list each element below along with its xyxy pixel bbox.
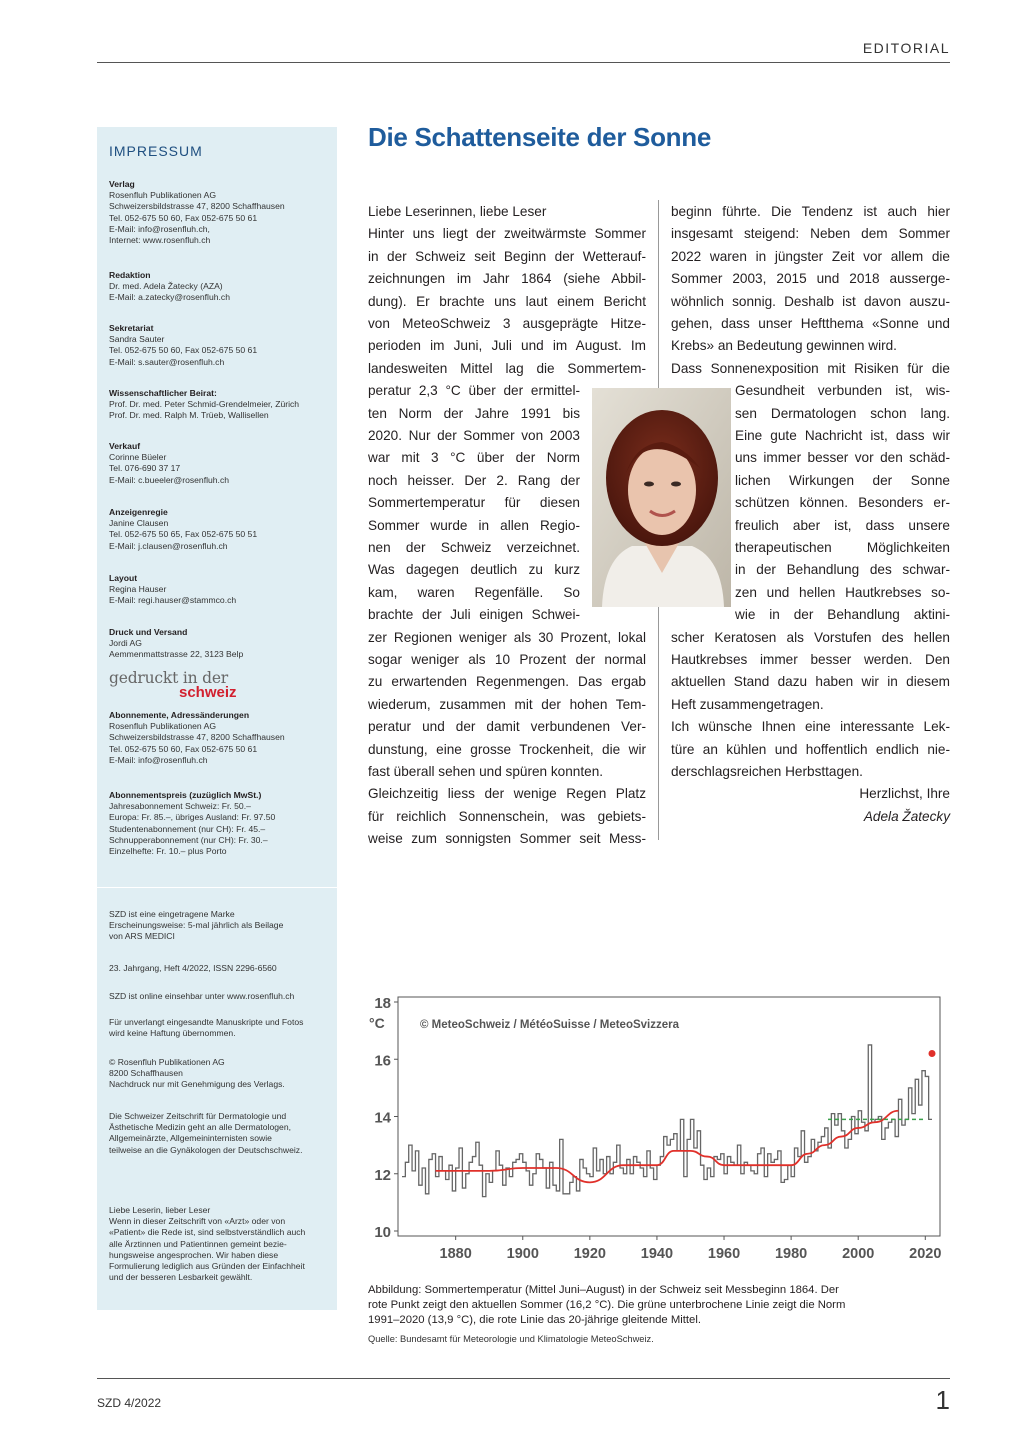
impressum-line: Prof. Dr. med. Ralph M. Trüeb, Wallisellen xyxy=(109,410,269,421)
impressum-block xyxy=(109,507,331,552)
article-title: Die Schattenseite der Sonne xyxy=(368,122,712,152)
article-line: dunstung, eine grosse Trockenheit, die wir xyxy=(368,741,646,757)
impressum-heading: Verlag xyxy=(109,179,135,189)
impressum-line: E-Mail: c.bueeler@rosenfluh.ch xyxy=(109,474,230,485)
impressum-line: Jordi AG xyxy=(109,638,142,649)
impressum-note-line: Ästhetische Medizin geht an alle Dermatologen, xyxy=(109,1122,292,1133)
impressum-block xyxy=(109,388,331,422)
x-tick-label: 1880 xyxy=(439,1246,472,1262)
impressum-line: Schweizersbildstrasse 47, 8200 Schaffhausen xyxy=(109,201,285,212)
y-tick-label: 16 xyxy=(374,1052,391,1070)
article-line: landesweiten Mittel lag die Sommertem- xyxy=(368,360,646,376)
caption-line: rote Punkt zeigt den aktuellen Sommer (16,2 °C). Die grüne unterbrochene Linie zeigt die Norm xyxy=(368,1299,846,1311)
impressum-note-line: © Rosenfluh Publikationen AG xyxy=(109,1057,225,1067)
article-line: Krebs» an Bedeutung gewinnen wird. xyxy=(671,338,897,354)
impressum-note-line: SZD ist eine eingetragene Marke xyxy=(109,909,235,919)
impressum-line: Einzelhefte: Fr. 10.– plus Porto xyxy=(109,846,227,857)
x-tick-label: 1980 xyxy=(774,1246,808,1262)
article-line: von MeteoSchweiz 3 ausgeprägte Hitze- xyxy=(368,316,646,331)
impressum-note xyxy=(109,963,331,974)
article-line: lichen Wirkungen der Sonne xyxy=(735,472,950,488)
impressum-line: E-Mail: regi.hauser@stammco.ch xyxy=(109,595,237,606)
impressum-note-line: Liebe Leserin, lieber Leser xyxy=(109,1205,211,1215)
impressum-block xyxy=(109,710,331,766)
impressum-line: Jahresabonnement Schweiz: Fr. 50.– xyxy=(109,801,251,812)
article-line: zen und hellen Hautkrebses so- xyxy=(735,584,950,600)
impressum-line: Rosenfluh Publikationen AG xyxy=(109,721,217,732)
sidebar-divider xyxy=(97,887,337,888)
y-tick-label: 12 xyxy=(374,1166,391,1184)
printed-in-switzerland-logo xyxy=(109,669,249,701)
impressum-line: E-Mail: info@rosenfluh.ch xyxy=(109,754,208,765)
impressum-note-line: wird keine Haftung übernommen. xyxy=(109,1028,236,1039)
impressum-note-line: Allgemeinärzte, Allgemeininternisten sowie xyxy=(109,1133,272,1144)
article-line: sogar weniger als 10 Prozent der normal xyxy=(368,652,646,667)
impressum-note-line: Für unverlangt eingesandte Manuskripte und Fotos xyxy=(109,1017,304,1027)
impressum-block xyxy=(109,270,331,304)
impressum-line: Schweizersbildstrasse 47, 8200 Schaffhausen xyxy=(109,732,285,743)
impressum-line: E-Mail: j.clausen@rosenfluh.ch xyxy=(109,540,228,551)
impressum-line: Tel. 052-675 50 60, Fax 052-675 50 61 xyxy=(109,743,258,754)
impressum-block xyxy=(109,323,331,368)
impressum-note-line: Die Schweizer Zeitschrift für Dermatologie und xyxy=(109,1111,287,1121)
impressum-line: Aemmenmattstrasse 22, 3123 Belp xyxy=(109,649,244,660)
article-line: fast überall sehen und spüren konnten. xyxy=(368,764,604,779)
y-tick-label: 18 xyxy=(374,995,391,1012)
figure-caption xyxy=(368,1283,950,1328)
impressum-block xyxy=(109,790,331,857)
impressum-heading: Abonnemente, Adressänderungen xyxy=(109,710,250,720)
x-tick-label: 2020 xyxy=(909,1246,942,1262)
impressum-heading: Druck und Versand xyxy=(109,627,188,637)
article-line: Hinter uns liegt der zweitwärmste Sommer xyxy=(368,226,646,242)
article-line: 2022 waren in jüngster Zeit vor allem die xyxy=(671,248,950,264)
page-number: 1 xyxy=(935,1385,950,1415)
impressum-line: Tel. 052-675 50 60, Fax 052-675 50 61 xyxy=(109,345,258,356)
caption-line: Abbildung: Sommertemperatur (Mittel Juni–August) in der Schweiz seit Messbeginn 1864. Der xyxy=(368,1284,839,1296)
impressum-note xyxy=(109,991,331,1002)
article-line: war mit 3 °C über der Norm xyxy=(368,450,580,466)
article-line: derschlagsreichen Herbsttagen. xyxy=(671,764,863,779)
x-tick-label: 1900 xyxy=(506,1246,539,1262)
article-line: Sommertemperatur für diesen xyxy=(368,495,580,511)
article-line: scher Keratosen als Vorstufen des hellen xyxy=(671,629,950,645)
x-tick-label: 1940 xyxy=(640,1246,674,1262)
impressum-line: Rosenfluh Publikationen AG xyxy=(109,190,217,201)
impressum-note-line: teilweise an die Gynäkologen der Deutschschweiz. xyxy=(109,1144,303,1155)
impressum-heading: Anzeigenregie xyxy=(109,507,168,517)
impressum-note xyxy=(109,1017,331,1039)
impressum-line: Internet: www.rosenfluh.ch xyxy=(109,235,211,246)
impressum-line: Studentenabonnement (nur CH): Fr. 45.– xyxy=(109,823,266,834)
impressum-line: Sandra Sauter xyxy=(109,334,165,345)
current-summer-point xyxy=(929,1050,936,1057)
article-line: in der Behandlung des schwar- xyxy=(735,562,950,578)
article-line: aktuellen Stand dazu haben wir in diesem xyxy=(671,674,950,690)
article-line: Hautkrebses immer besser werden. Den xyxy=(671,652,950,667)
impressum-note-line: Formulierung lediglich aus Gründen der Einfachheit xyxy=(109,1261,305,1272)
impressum-note xyxy=(109,1057,331,1091)
header-rule xyxy=(97,62,950,63)
section-label: EDITORIAL xyxy=(862,40,950,56)
figure-source: Quelle: Bundesamt für Meteorologie und Klimatologie MeteoSchweiz. xyxy=(368,1334,654,1344)
impressum-line: E-Mail: info@rosenfluh.ch, xyxy=(109,223,210,234)
article-line: zer Regionen weniger als 30 Prozent, lokal xyxy=(368,629,646,645)
article-line: Liebe Leserinnen, liebe Leser xyxy=(368,204,547,219)
impressum-note-line: «Patient» die Rede ist, sind selbstverständlich auch xyxy=(109,1227,306,1238)
impressum-note-line: Nachdruck nur mit Genehmigung des Verlags. xyxy=(109,1079,285,1090)
article-line: zeichnungen im Jahr 1864 (siehe Abbil- xyxy=(368,271,646,287)
impressum-heading: Abonnementspreis (zuzüglich MwSt.) xyxy=(109,790,262,800)
impressum-note-line: alle Ärztinnen und Patientinnen gemeint bezie- xyxy=(109,1238,287,1249)
y-tick-label: 10 xyxy=(374,1224,391,1241)
article-line: uns immer besser vor den schäd- xyxy=(735,450,950,466)
impressum-note xyxy=(109,1111,331,1156)
impressum-line: Schnupperabonnement (nur CH): Fr. 30.– xyxy=(109,834,268,845)
article-line: weise zum sonnigsten Sommer seit Mess- xyxy=(368,831,646,847)
article-line: noch heisser. Der 2. Rang der xyxy=(368,472,580,488)
article-line: türe an kühlen und hoffentlich endlich nie- xyxy=(671,741,950,757)
article-line: Sommer 2003, 2015 und 2018 ausserge- xyxy=(671,271,950,287)
impressum-line: Corinne Büeler xyxy=(109,452,167,463)
article-line: therapeutischen Möglichkeiten xyxy=(735,540,950,555)
article-line: insgesamt steigend: Neben dem Sommer xyxy=(671,226,950,242)
impressum-heading: Verkauf xyxy=(109,441,141,451)
chart-y-axis-label: °C xyxy=(369,1015,385,1031)
impressum-line: Prof. Dr. med. Peter Schmid-Grendelmeier, Zürich xyxy=(109,399,300,410)
impressum-line: E-Mail: a.zatecky@rosenfluh.ch xyxy=(109,292,230,303)
impressum-line: Janine Clausen xyxy=(109,518,169,529)
impressum-note-line: Wenn in dieser Zeitschrift von «Arzt» oder von xyxy=(109,1216,286,1227)
impressum-note-line: Erscheinungsweise: 5-mal jährlich als Beilage xyxy=(109,920,284,931)
author-photo xyxy=(592,388,731,607)
article-line: Sommer wurde in allen Regio- xyxy=(368,517,580,533)
impressum-line: Tel. 076-690 37 17 xyxy=(109,463,181,474)
article-line: für reichlich Sonnenschein, was gebiets- xyxy=(368,808,646,824)
article-line: 2020. Nur der Sommer von 2003 xyxy=(368,428,580,443)
article-line: ten Norm der Jahre 1991 bis xyxy=(368,405,580,421)
issue-label: SZD 4/2022 xyxy=(97,1396,162,1410)
article-line: dung). Er brachte uns laut einem Bericht xyxy=(368,293,646,309)
impressum-heading: Layout xyxy=(109,573,138,583)
impressum-note-line: SZD ist online einsehbar unter www.rosenfluh.ch xyxy=(109,991,295,1001)
article-line: Gesundheit verbunden ist, wis- xyxy=(735,383,950,399)
caption-line: 1991–2020 (13,9 °C), die rote Linie das 20-jährige gleitende Mittel. xyxy=(368,1314,701,1326)
article-line: wiederum, zusammen mit der hohen Tem- xyxy=(368,696,646,712)
footer-rule xyxy=(97,1378,950,1379)
article-line: schützen können. Besonders er- xyxy=(735,495,950,511)
impressum-note-line: und der besseren Lesbarkeit gewählt. xyxy=(109,1272,253,1283)
article-line: peratur und der damit verbundenen Ver- xyxy=(368,719,646,735)
article-line: Adela Žatecky xyxy=(863,808,950,824)
article-line: in der Schweiz seit Beginn der Wetterauf- xyxy=(368,248,646,264)
logo-line1: gedruckt in der xyxy=(109,669,229,687)
impressum-line: Regina Hauser xyxy=(109,584,167,595)
impressum-block xyxy=(109,573,331,607)
article-line: zu erwartenden Regenmengen. Das ergab xyxy=(368,674,646,690)
article-line: perioden im Juni, Juli und im August. Im xyxy=(368,338,646,354)
article-line: Dass Sonnenexposition mit Risiken für die xyxy=(671,360,950,376)
impressum-line: E-Mail: s.sauter@rosenfluh.ch xyxy=(109,356,225,367)
impressum-note xyxy=(109,909,331,943)
impressum-block xyxy=(109,179,331,246)
impressum-note xyxy=(109,1205,331,1283)
article-line: wie in der Behandlung aktini- xyxy=(735,607,950,623)
impressum-heading: Redaktion xyxy=(109,270,151,280)
article-line: Was dagegen deutlich zu kurz xyxy=(368,562,580,578)
impressum-line: Tel. 052-675 50 65, Fax 052-675 50 51 xyxy=(109,529,258,540)
article-line: Heft zusammengetragen. xyxy=(671,696,824,712)
logo-line2: schweiz xyxy=(179,684,237,701)
article-line: Ich wünsche Ihnen eine interessante Lek- xyxy=(671,719,950,735)
article-line: peratur 2,3 °C über der ermittel- xyxy=(368,383,580,399)
x-tick-label: 1920 xyxy=(573,1246,606,1262)
article-line: nen der Schweiz verzeichnet. xyxy=(368,540,580,555)
impressum-note-line: 23. Jahrgang, Heft 4/2022, ISSN 2296-6560 xyxy=(109,963,277,973)
impressum-note-line: von ARS MEDICI xyxy=(109,931,175,942)
x-tick-label: 2000 xyxy=(842,1246,875,1262)
article-line: beginn führte. Die Tendenz ist auch hier xyxy=(671,204,950,219)
article-line: brachte der Juli einigen Schwei- xyxy=(368,607,580,623)
article-line: sen Dermatologen schon lang. xyxy=(735,405,950,421)
article-line: kam, waren Regenfälle. So xyxy=(368,584,580,600)
summer-temperature-chart xyxy=(368,980,950,1270)
impressum-note-line: hungsweise angesprochen. Wir haben diese xyxy=(109,1249,279,1260)
impressum-line: Europa: Fr. 85.–, übriges Ausland: Fr. 97.50 xyxy=(109,812,276,823)
chart-title: © MeteoSchweiz / MétéoSuisse / MeteoSvizzera xyxy=(420,1019,679,1031)
impressum-line: Tel. 052-675 50 60, Fax 052-675 50 61 xyxy=(109,212,258,223)
impressum-heading: Sekretariat xyxy=(109,323,154,333)
impressum-note-line: 8200 Schaffhausen xyxy=(109,1068,183,1079)
impressum-line: Dr. med. Adela Žatecky (AZA) xyxy=(109,281,223,292)
impressum-title: IMPRESSUM xyxy=(109,143,203,159)
x-tick-label: 1960 xyxy=(707,1246,741,1262)
article-line: Eine gute Nachricht ist, dass wir xyxy=(735,428,950,443)
impressum-sidebar xyxy=(97,127,337,1310)
impressum-block xyxy=(109,441,331,486)
article-line: wöhnlich sonnig. Deshalb ist davon auszu- xyxy=(671,293,950,309)
article-line: freulich aber ist, dass unsere xyxy=(735,517,950,533)
article-line: gehen, dass unser Heftthema «Sonne und xyxy=(671,316,950,331)
y-tick-label: 14 xyxy=(374,1109,391,1127)
article-line: Gleichzeitig liess der wenige Regen Platz xyxy=(368,786,646,802)
article-line: Herzlichst, Ihre xyxy=(859,786,950,802)
chart-svg xyxy=(368,980,950,1270)
impressum-heading: Wissenschaftlicher Beirat: xyxy=(109,388,217,398)
impressum-block xyxy=(109,627,331,661)
